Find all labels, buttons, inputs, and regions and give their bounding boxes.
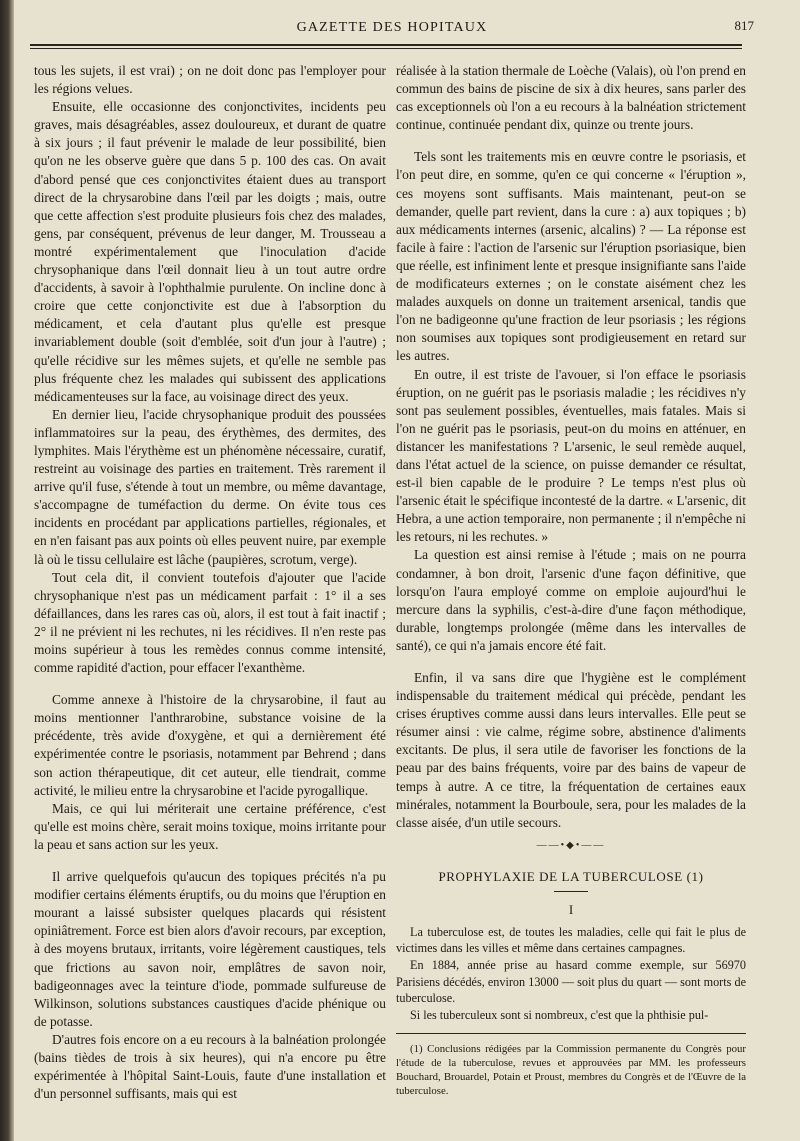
paragraph: Ensuite, elle occasionne des conjonctivites, incidents peu graves, mais désagréables, assez douloureux, et durant de quatre à six jours ; il faut prévenir le malade de leur possibilité, bien qu'on ne les observe guère que dans 5 p. 100 des cas. On avait d'abord pensé que ces conjonctivites étaient dues au transport direct de la chrysarobine dans l'œil par les doigts ; mais, outre que cette affection s'est produite plusieurs fois chez des malades, gens, par conséquent, prévenus de leur danger, M. Trousseau a montré expérimentalement que l'inoculation d'acide chrysophanique dans l'œil donnait lieu à un tout autre ordre d'accidents, à savoir à l'ophthalmie purulente. On incline donc à croire que cette conjonctivite est due à l'absorption du médicament, et cela d'autant plus qu'elle est presque invariablement double (soit d'emblée, soit d'un jour à l'autre) ; qu'elle récidive sur les mêmes sujets, et qu'elle ne semble pas plus fréquente chez les malades qui subissent des applications médicamenteuses sur la face, au voisinage direct des yeux. [34,99,386,404]
paragraph: Mais, ce qui lui mériterait une certaine préférence, c'est qu'elle est moins chère, serait moins toxique, moins irritante pour la peau et sans action sur les yeux. [34,800,386,852]
right-column [396,62,746,1098]
paragraph: réalisée à la station thermale de Loèche (Valais), où l'on prend en commun des bains de piscine de six à dix heures, sans parler des cas exceptionnels où l'on a eu recours à la balnéation strictement continue, continuée pendant dix, quinze ou trente jours. [396,63,746,133]
section-number: I [568,901,574,917]
footnote-rule [396,1033,746,1034]
left-column [34,62,386,1103]
paragraph: La question est ainsi remise à l'étude ; mais on ne pourra condamner, à bon droit, l'arsenic d'une façon définitive, que lorsqu'on l'aura employé comme on emploie aujourd'hui le mercure dans la syphilis, c'est-à-dire d'une façon méthodique, durable, longtemps prolongée (même dans les intervalles de santé), ce qui n'a jamais encore été fait. [396,547,746,653]
header-rule-thin [30,48,742,49]
paragraph-gap [396,832,746,840]
paragraph-gap [34,854,386,868]
section-title-rule [554,891,588,892]
book-spine-shadow [0,0,14,1141]
page-header [30,18,754,40]
paragraph: Enfin, il va sans dire que l'hygiène est le complément indispensable du traitement médical qui précède, pendant les crises éruptives comme aussi dans leurs intervalles. Elle peut se résumer ainsi : vie calme, régime sobre, abstinence d'aliments excitants. De plus, il sera utile de favoriser les fonctions de la peau par des bains fréquents, voire par des bains de vapeur de temps à autre. A ce titre, la fréquentation de certaines eaux minérales, notamment la Bourboule, sera, pour les malades de la classe aisée, d'un utile secours. [396,670,746,830]
paragraph: Tels sont les traitements mis en œuvre contre le psoriasis, et l'on peut dire, en somme, qu'en ce qui concerne « l'éruption », ces moyens sont suffisants. Mais maintenant, peut-on se demander, quelle part revient, dans la cure : a) aux topiques ; b) aux médicaments internes (arsenic, alcalins) ? — La réponse est facile à faire : l'action de l'arsenic sur l'éruption psoriasique, bien que réelle, est infiniment lente et presque insignifiante sans l'aide de modificateurs externes ; on le constate aisément chez les malades auxquels on donne un traitement arsenical, tandis que l'on ne badigeonne qu'une fraction de leur psoriasis ; les régions non soumises aux topiques sont prodigieusement en retard sur les autres. [396,149,746,364]
paragraph: La tuberculose est, de toutes les maladies, celle qui fait le plus de victimes dans les villes et même dans certaines campagnes. [396,924,746,956]
section-ornament: ――•◆•―― [536,839,606,851]
page-number: 817 [734,18,754,33]
paragraph: Si les tuberculeux sont si nombreux, c'est que la phthisie pul- [410,1007,709,1022]
header-rule-thick [30,44,742,46]
paragraph: Il arrive quelquefois qu'aucun des topiques précités n'a pu modifier certains éléments éruptifs, ou du moins que l'éruption en mourant a laissé subsister quelques placards qui résistent opiniâtrement. Force est bien alors d'avoir recours, par exception, à des moyens brutaux, irritants, voire légèrement caustiques, tels que frictions au savon noir, emplâtres de savon noir, badigeonnages avec la teinture d'iode, pommade sulfureuse de Wilkinson, solutions substances caustiques d'acide phénique ou de potasse. [34,869,386,1029]
journal-title: GAZETTE DES HOPITAUX [296,20,488,35]
section-title: PROPHYLAXIE DE LA TUBERCULOSE (1) [438,868,704,884]
paragraph: D'autres fois encore on a eu recours à la balnéation prolongée (bains tièdes de trois à six heures), qui n'a encore pu être expérimentée à l'hôpital Saint-Louis, faute d'une installation et d'un personnel suffisants, mais qui est [34,1031,386,1102]
paragraph-gap [396,655,746,669]
paragraph: En 1884, année prise au hasard comme exemple, sur 56970 Parisiens décédés, environ 13000 — soit plus du quart — sont morts de tuberculose. [396,958,746,1006]
paragraph-gap [396,134,746,148]
paragraph: En outre, il est triste de l'avouer, si l'on efface le psoriasis éruption, on ne guérit pas le psoriasis maladie ; les récidives n'y sont pas seulement possibles, éventuelles, mais fatales. Mais si l'on ne guérit pas le psoriasis, peut-on du moins en atténuer, en distancer les manifestations ? L'arsenic, le seul remède auquel, dans l'état actuel de la science, on puisse demander ce résultat, est-il bien capable de le produire ? Le temps n'est plus où l'arsenic était le spécifique incontesté de la dartre. « L'arsenic, dit Hebra, a une action temporaire, non permanente ; il n'empêche ni les retours, ni les rechutes. » [396,366,746,545]
paragraph: En dernier lieu, l'acide chrysophanique produit des poussées inflammatoires sur la peau, des érythèmes, des dermites, des lymphites. Mais l'érythème est un phénomène nécessaire, curatif, restreint au voisinage des parties en traitement. Très rarement il arrive qu'il fuse, s'étende à tout un membre, ou même davantage, s'accompagne de tuméfaction du derme. On évite tous ces incidents en procédant par applications partielles, régionales, et en n'en faisant pas aux points où elles peuvent nuire, par exemple là où le tissu cellulaire est lâche (paupières, scrotum, verge). [34,406,386,567]
paragraph: Comme annexe à l'histoire de la chrysarobine, il faut au moins mentionner l'anthrarobine, substance voisine de la précédente, très avide d'oxygène, et qui a dernièrement été expérimentée contre le psoriasis, notamment par Behrend ; dans son action thérapeutique, dit cet auteur, elle tiendrait, comme activité, le milieu entre la chrysarobine et l'acide pyrogallique. [34,692,386,798]
footnote: (1) Conclusions rédigées par la Commission permanente du Congrès pour l'étude de la tuberculose, revues et approuvées par MM. les professeurs Bouchard, Brouardel, Potain et Proust, membres du Congrès et de l'Œuvre de la tuberculose. [396,1043,746,1098]
paragraph: Tout cela dit, il convient toutefois d'ajouter que l'acide chrysophanique n'est pas un médicament parfait : 1° il a ses défaillances, dans les rares cas où, alors, il est tout à fait inactif ; 2° il ne prévient ni les rechutes, ni les récidives. Il n'en reste pas moins supérieur à tous les remèdes connus comme intensité, comme rapidité d'action, pour effacer l'exanthème. [34,569,386,676]
paragraph-gap [34,677,386,691]
paragraph: tous les sujets, il est vrai) ; on ne doit donc pas l'employer pour les régions velues. [34,63,386,97]
